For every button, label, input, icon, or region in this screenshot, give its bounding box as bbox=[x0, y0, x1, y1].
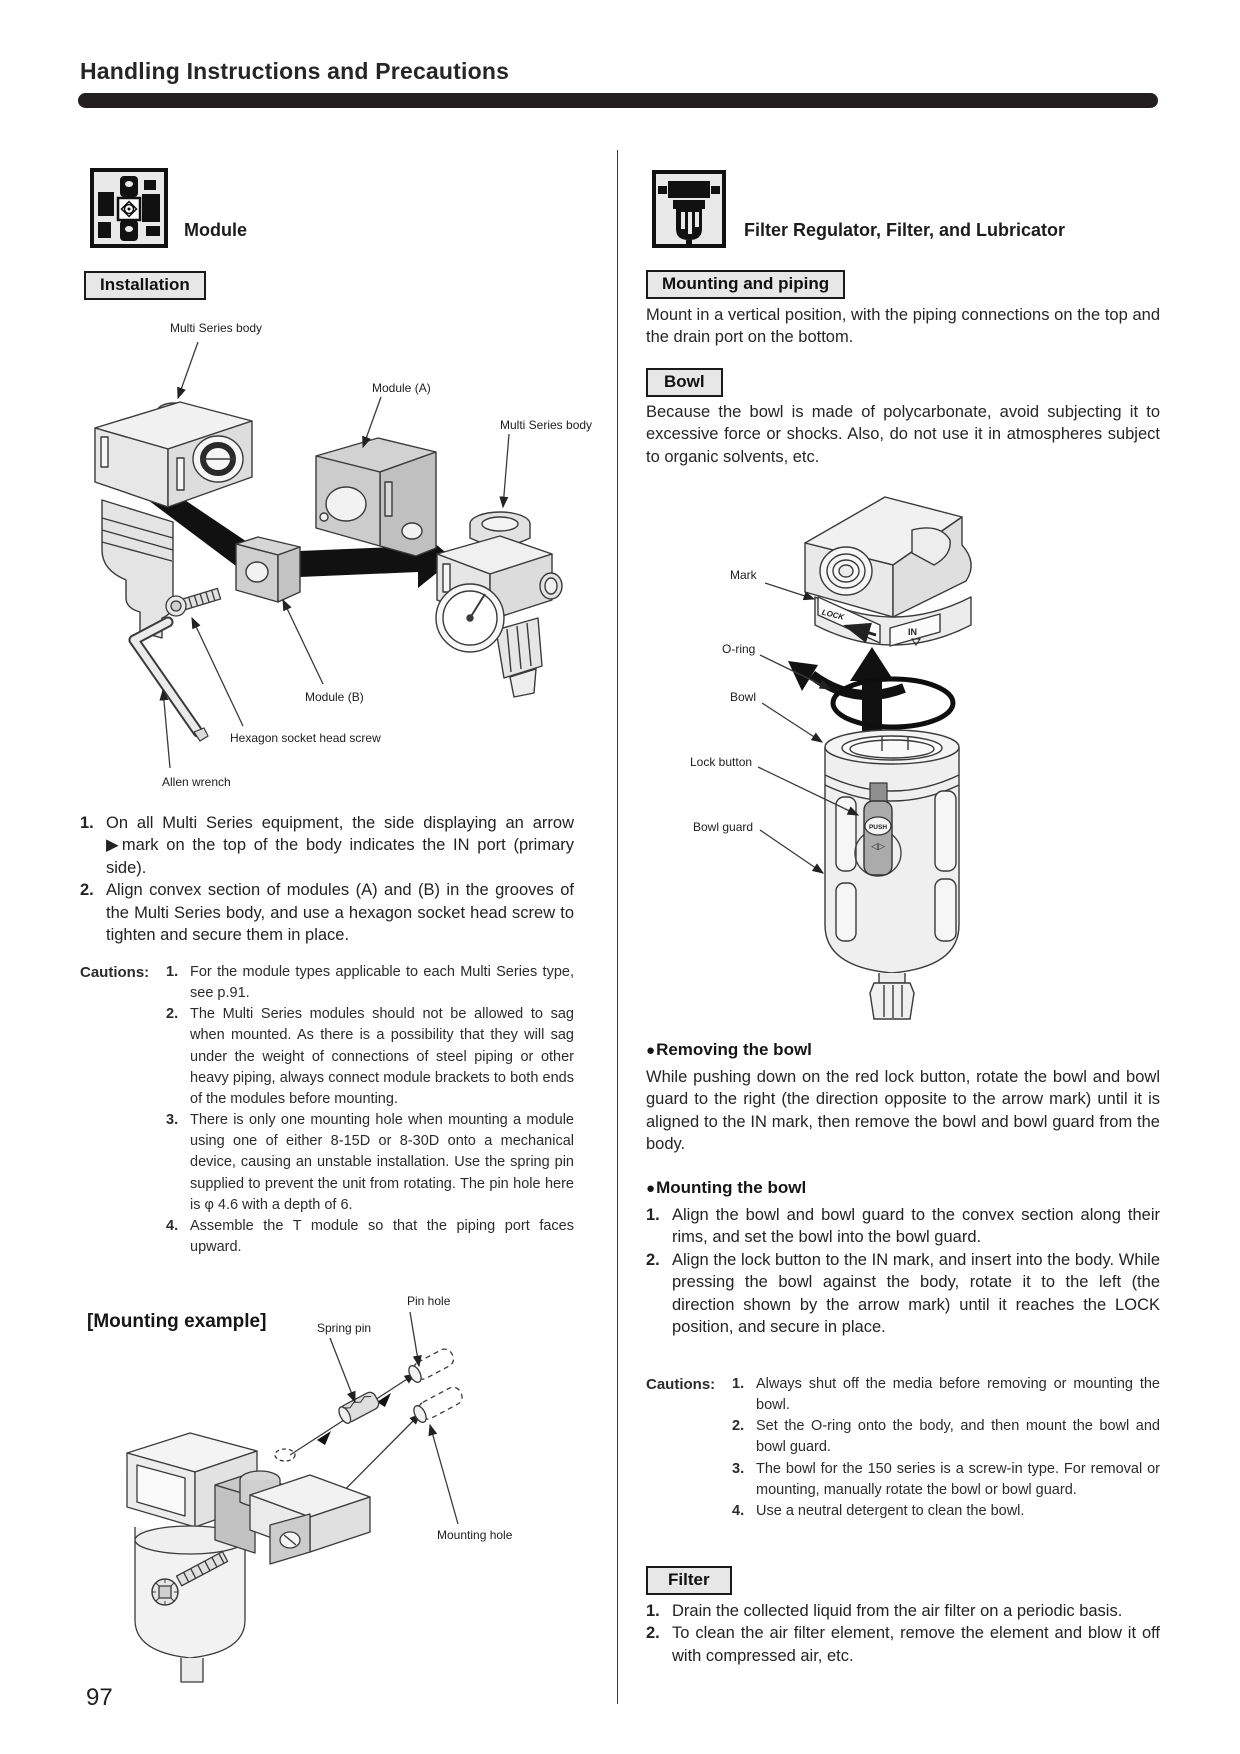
mounting-bowl-steps bbox=[646, 1204, 1160, 1339]
installation-diagram bbox=[80, 300, 615, 785]
mounting-piping-text: Mount in a vertical position, with the piping connections on the top and the drain port on the bottom. bbox=[646, 306, 1160, 347]
caution-item bbox=[166, 1004, 574, 1110]
step-text: Align the lock button to the IN mark, and insert into the body. While pressing the bowl against the body, rotate it to the left (the direction shown by the arrow mark) until it reaches the LOCK position, and secure in place. bbox=[672, 1250, 1160, 1337]
diagram-label-multi-series-body-right: Multi Series body bbox=[500, 418, 593, 432]
caution-text: Set the O-ring onto the body, and then mount the bowl and bowl guard. bbox=[756, 1418, 1160, 1456]
step-text: On all Multi Series equipment, the side displaying an arrow ▶mark on the top of the body indicates the IN port (primary side). bbox=[106, 814, 574, 877]
step-text: Align convex section of modules (A) and (B) in the grooves of the Multi Series body, and use a hexagon socket head screw to tighten and secure them in place. bbox=[106, 881, 574, 945]
caution-number: 3. bbox=[166, 1112, 179, 1129]
mounting-step-2 bbox=[646, 1249, 1160, 1339]
caution-number: 1. bbox=[166, 964, 179, 980]
mounting-example-title: [Mounting example] bbox=[87, 1311, 267, 1332]
diagram-label-module-a: Module (A) bbox=[372, 381, 431, 395]
caution-text: Use a neutral detergent to clean the bowl. bbox=[756, 1502, 1025, 1519]
module-icon bbox=[90, 168, 168, 248]
installation-step-2 bbox=[80, 879, 574, 946]
diagram-label-allen-wrench: Allen wrench bbox=[162, 775, 231, 789]
cautions-label: Cautions: bbox=[80, 964, 150, 981]
diagram-label-bowl-guard: Bowl guard bbox=[693, 820, 754, 834]
mounting-step-1 bbox=[646, 1204, 1160, 1249]
diagram-label-multi-series-body-left: Multi Series body bbox=[170, 321, 263, 335]
filter-steps bbox=[646, 1600, 1160, 1667]
mounting-bowl-title: Mounting the bowl bbox=[656, 1178, 807, 1197]
diagram-label-pin-hole: Pin hole bbox=[407, 1294, 451, 1308]
step-number: 2. bbox=[646, 1250, 660, 1269]
step-number: 1. bbox=[80, 814, 94, 832]
caution-number: 2. bbox=[732, 1418, 745, 1435]
caution-text: The bowl for the 150 series is a screw-in type. For removal or mounting, manually rotate the bowl or bowl guard. bbox=[756, 1460, 1160, 1498]
filter-header: Filter bbox=[646, 1566, 732, 1595]
bowl-text: Because the bowl is made of polycarbonate, avoid subjecting it to excessive force or shocks. Also, do not use it in atmospheres subject to organic solvents, etc. bbox=[646, 403, 1160, 466]
removing-bowl-heading bbox=[646, 1040, 812, 1060]
caution-text: Always shut off the media before removing or mounting the bowl. bbox=[756, 1376, 1160, 1414]
diagram-label-hex-screw: Hexagon socket head screw bbox=[230, 731, 381, 745]
step-text: Drain the collected liquid from the air filter on a periodic basis. bbox=[672, 1602, 1123, 1620]
caution-text: Assemble the T module so that the piping port faces upward. bbox=[190, 1217, 574, 1256]
bowl-cautions bbox=[646, 1374, 1160, 1522]
step-text: To clean the air filter element, remove the element and blow it off with compressed air, etc. bbox=[672, 1624, 1160, 1665]
installation-step-1 bbox=[80, 812, 574, 879]
filter-step-1 bbox=[646, 1600, 1160, 1622]
filter-step-2 bbox=[646, 1622, 1160, 1667]
diagram-label-module-b: Module (B) bbox=[305, 690, 364, 704]
mounting-piping-header: Mounting and piping bbox=[646, 270, 845, 299]
cautions-label: Cautions: bbox=[646, 1376, 716, 1393]
bowl-header: Bowl bbox=[646, 368, 723, 397]
band-in-text: IN bbox=[908, 627, 917, 637]
installation-header: Installation bbox=[84, 271, 206, 300]
installation-steps bbox=[80, 812, 574, 947]
caution-text: For the module types applicable to each Multi Series type, see p.91. bbox=[190, 964, 574, 1002]
step-number: 2. bbox=[646, 1624, 660, 1643]
band-lock-text: LOCK bbox=[820, 607, 846, 622]
diagram-label-lock-button: Lock button bbox=[690, 755, 753, 769]
step-text: Align the bowl and bowl guard to the convex section along their rims, and set the bowl into the bowl guard. bbox=[672, 1206, 1160, 1247]
mounting-example-diagram bbox=[85, 1290, 545, 1695]
diagram-label-bowl: Bowl bbox=[730, 690, 757, 704]
diagram-label-mark: Mark bbox=[730, 568, 757, 582]
left-section-title: Module bbox=[184, 220, 247, 240]
page-number: 97 bbox=[86, 1684, 113, 1711]
caution-item bbox=[732, 1501, 1160, 1522]
bullet-icon: ● bbox=[646, 1180, 656, 1197]
caution-number: 3. bbox=[732, 1460, 745, 1477]
right-section-title: Filter Regulator, Filter, and Lubricator bbox=[744, 220, 1066, 240]
installation-cautions bbox=[80, 962, 574, 1258]
caution-item bbox=[166, 1216, 574, 1258]
caution-item bbox=[166, 962, 574, 1004]
caution-text: The Multi Series modules should not be allowed to sag when mounted. As there is a possibility that they will sag under the weight of connections of steel piping or other heavy piping, always connect module brackets to both ends of the modules before mounting. bbox=[190, 1006, 574, 1107]
removing-bowl-title: Removing the bowl bbox=[656, 1040, 812, 1059]
caution-number: 2. bbox=[166, 1006, 179, 1023]
push-button-label: PUSH bbox=[868, 824, 888, 831]
caution-item bbox=[732, 1416, 1160, 1458]
caution-item bbox=[732, 1459, 1160, 1501]
column-divider bbox=[617, 150, 618, 1704]
caution-item bbox=[732, 1374, 1160, 1416]
header-rule-bar bbox=[78, 93, 1158, 108]
bullet-icon: ● bbox=[646, 1042, 656, 1059]
step-number: 1. bbox=[646, 1206, 660, 1224]
caution-number: 1. bbox=[732, 1376, 745, 1392]
filter-regulator-icon bbox=[652, 170, 726, 248]
caution-item bbox=[166, 1110, 574, 1216]
step-number: 1. bbox=[646, 1602, 660, 1620]
caution-number: 4. bbox=[166, 1217, 179, 1234]
page-title: Handling Instructions and Precautions bbox=[80, 58, 510, 84]
push-button-arrows: ◁▷ bbox=[871, 841, 885, 851]
step-number: 2. bbox=[80, 881, 94, 900]
diagram-label-mounting-hole: Mounting hole bbox=[437, 1528, 513, 1542]
caution-text: There is only one mounting hole when mounting a module using one of either 8-15D or 8-30D onto a mechanical device, causing an unstable installation. Use the spring pin supplied to prevent the unit from rotating. The pin hole here is φ 4.6 with a depth of 6. bbox=[190, 1112, 574, 1213]
diagram-label-oring: O-ring bbox=[722, 642, 756, 656]
removing-bowl-text: While pushing down on the red lock button, rotate the bowl and bowl guard to the right (the direction opposite to the arrow mark) until it is aligned to the IN mark, then remove the bowl and bowl guard from the body. bbox=[646, 1068, 1160, 1154]
diagram-label-spring-pin: Spring pin bbox=[317, 1321, 372, 1335]
caution-number: 4. bbox=[732, 1502, 745, 1519]
mounting-bowl-heading bbox=[646, 1178, 806, 1198]
